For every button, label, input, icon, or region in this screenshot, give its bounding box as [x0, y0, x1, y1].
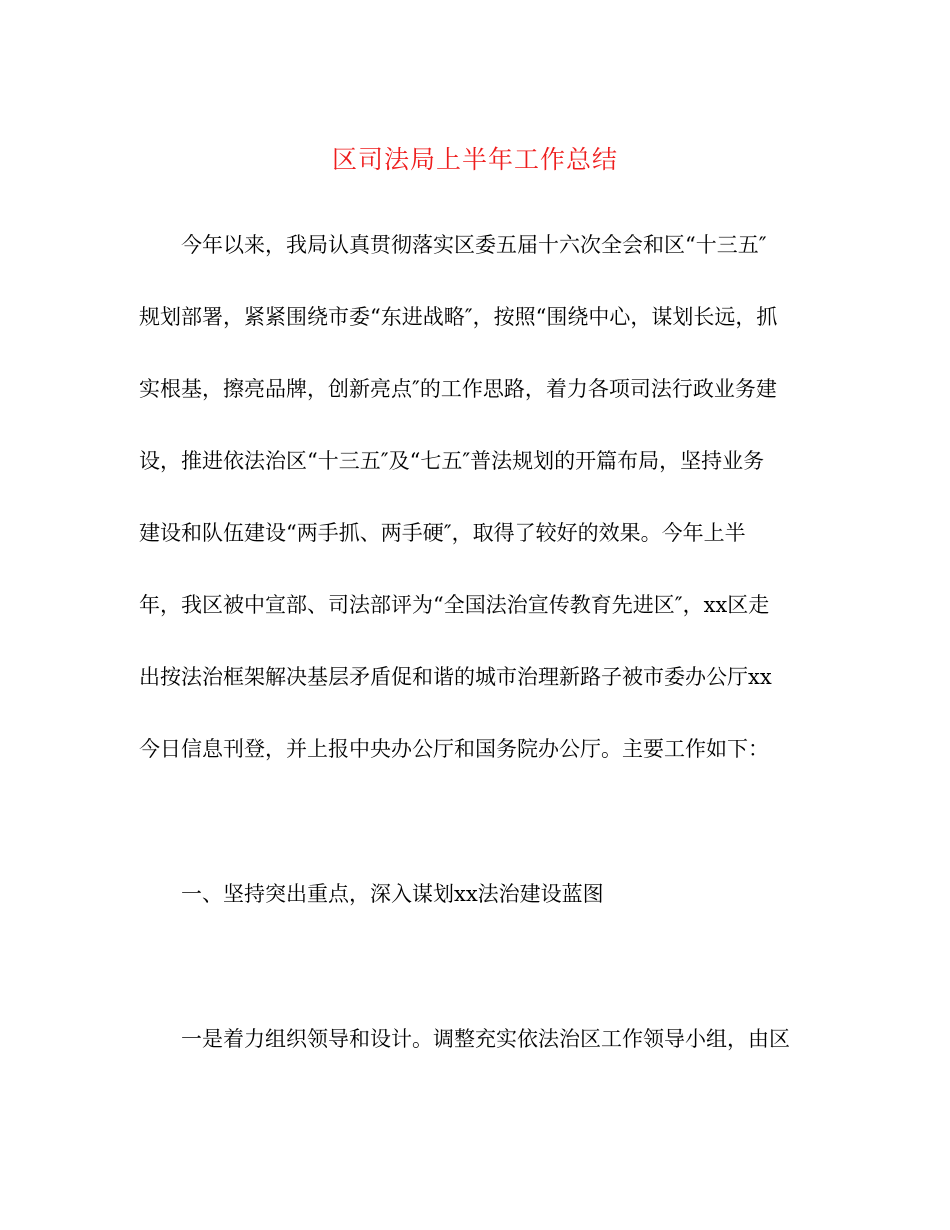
paragraph-line: 规划部署，紧紧围绕市委“东进战略″，按照“围绕中心，谋划长远，抓	[139, 305, 778, 329]
section-heading: 一、坚持突出重点，深入谋划xx法治建设蓝图	[181, 882, 604, 906]
document-title: 区司法局上半年工作总结	[331, 145, 618, 174]
paragraph-line: 设，推进依法治区“十三五″及“七五″普法规划的开篇布局，坚持业务	[139, 449, 765, 473]
paragraph-line: 建设和队伍建设“两手抓、两手硬″，取得了较好的效果。今年上半	[139, 521, 746, 545]
paragraph-line: 一是着力组织领导和设计。调整充实依法治区工作领导小组，由区	[181, 1027, 790, 1051]
paragraph-line: 年，我区被中宣部、司法部评为“全国法治宣传教育先进区″，xx区走	[139, 593, 770, 617]
paragraph-line: 出按法治框架解决基层矛盾促和谐的城市治理新路子被市委办公厅xx	[139, 665, 772, 689]
paragraph-line: 今日信息刊登，并上报中央办公厅和国务院办公厅。主要工作如下：	[139, 737, 769, 761]
paragraph-line: 实根基，擦亮品牌，创新亮点″的工作思路，着力各项司法行政业务建	[139, 377, 777, 401]
paragraph-line: 今年以来，我局认真贯彻落实区委五届十六次全会和区“十三五″	[181, 233, 767, 257]
